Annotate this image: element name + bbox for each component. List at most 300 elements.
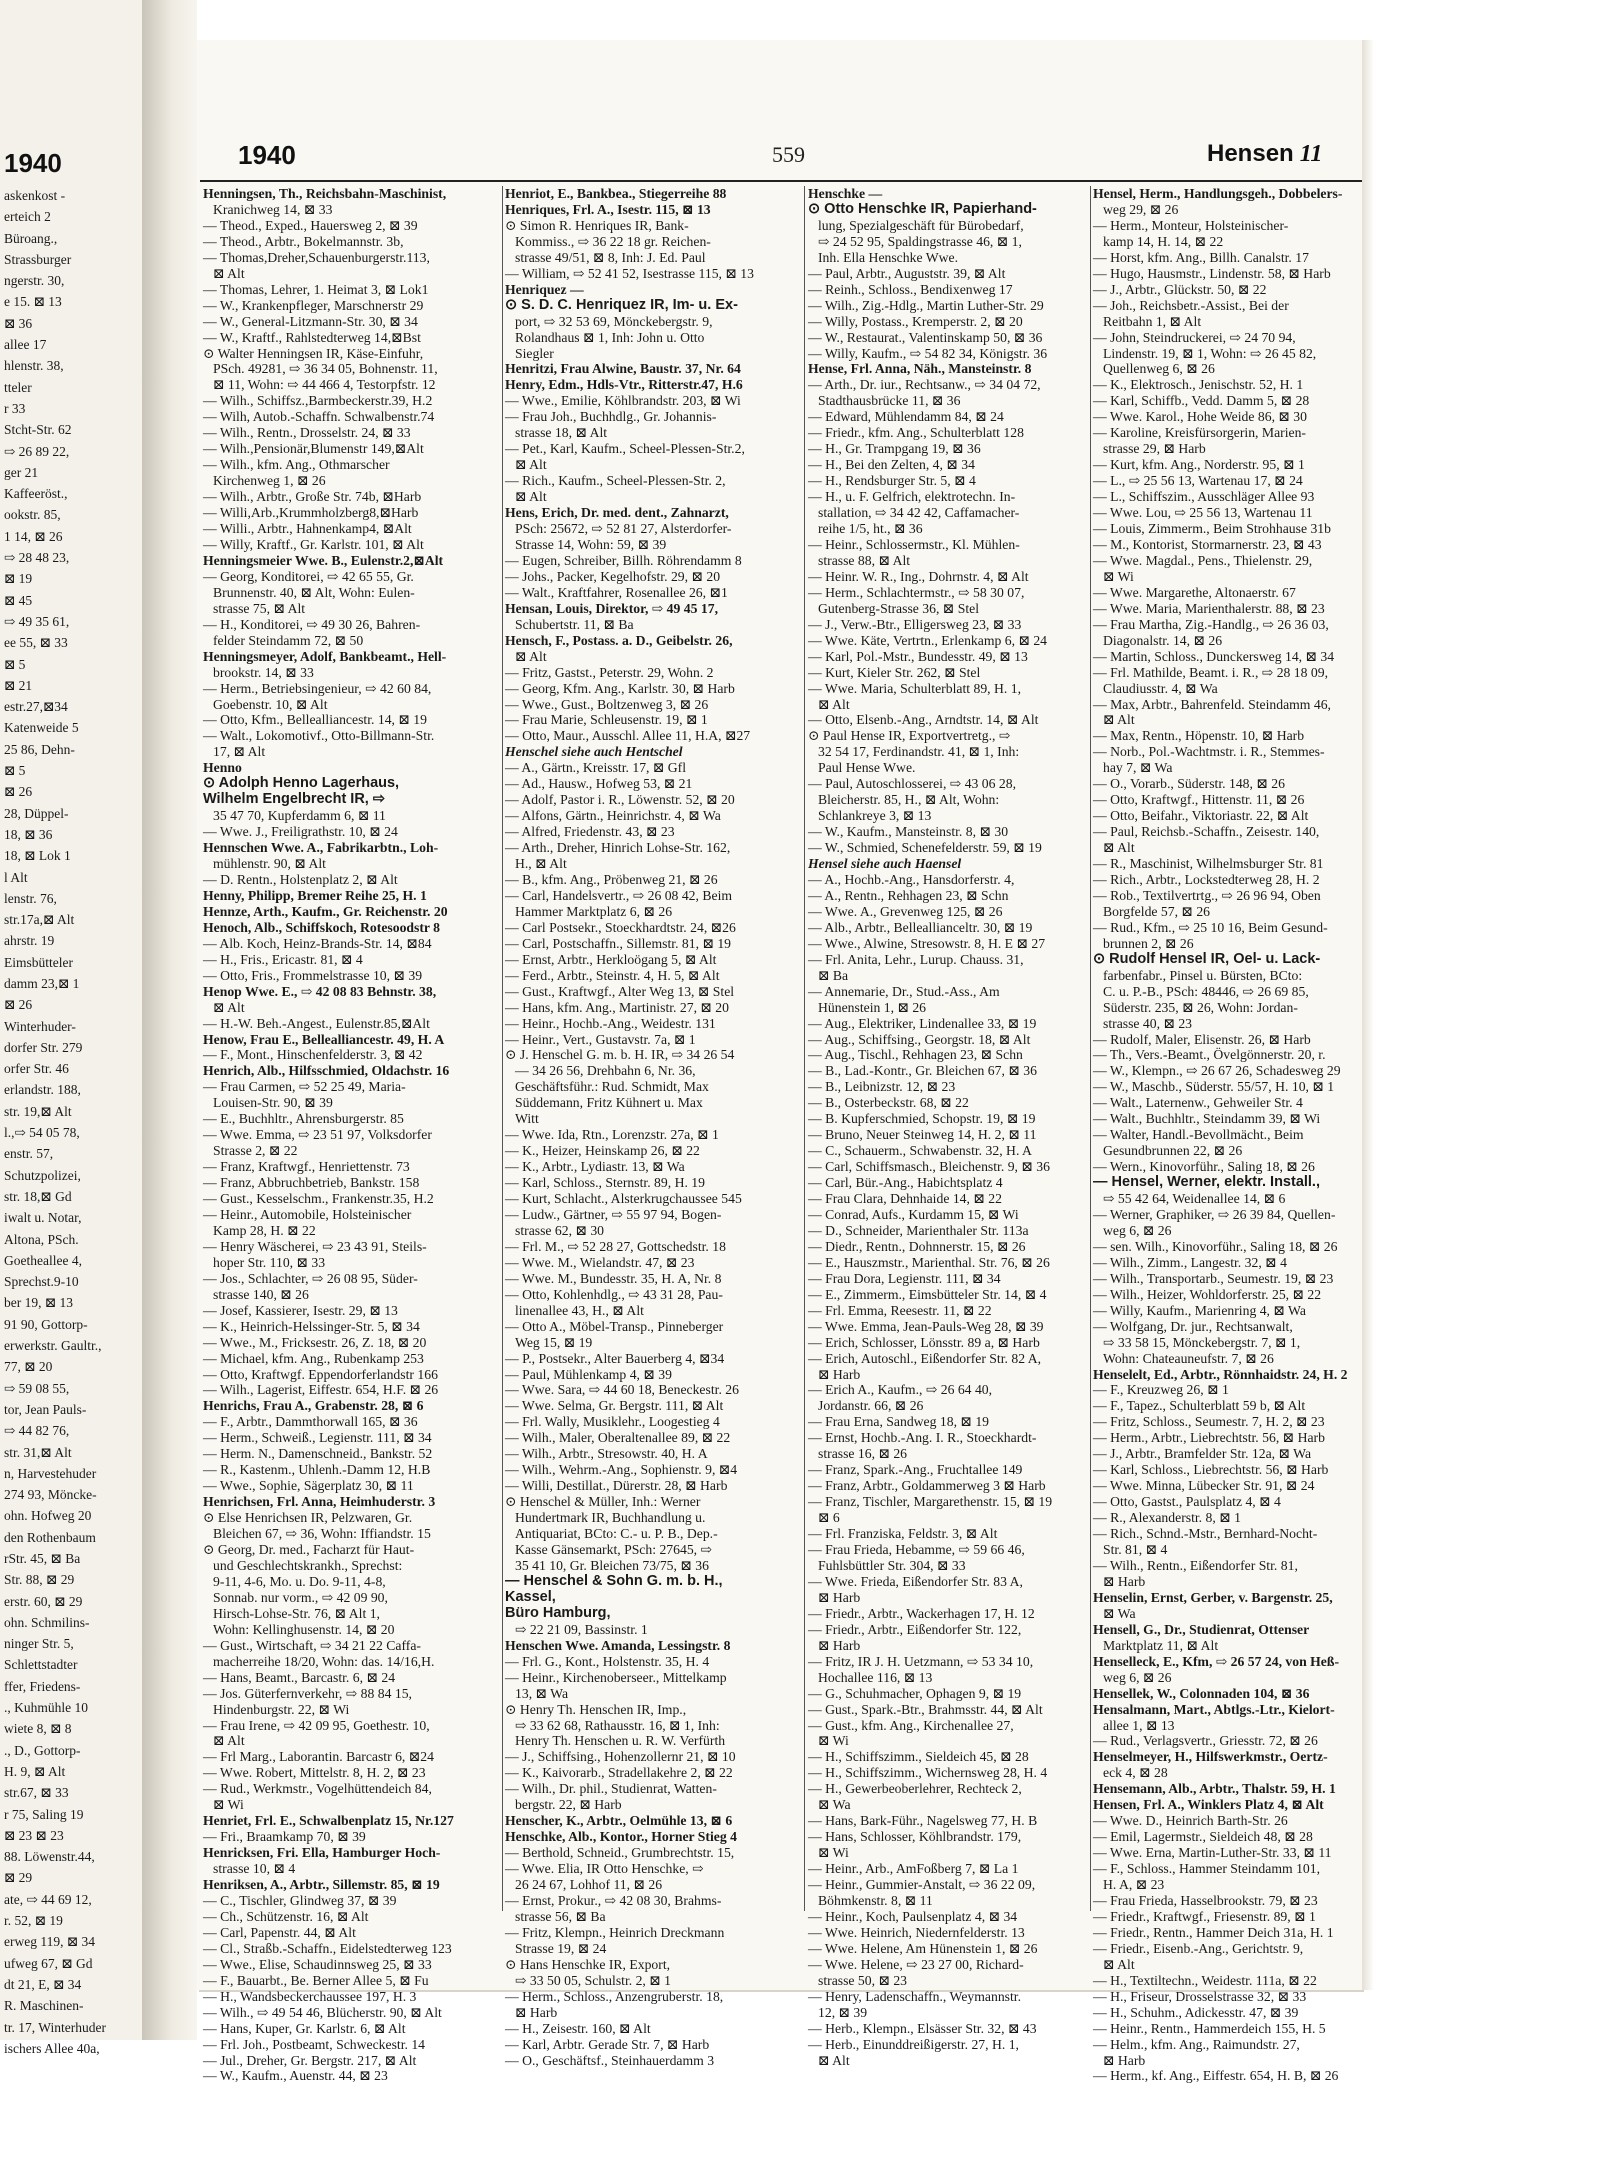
directory-entry: — Henry Wäscherei, ⇨ 23 43 91, Steils-: [203, 1238, 427, 1254]
facing-page-line: rStr. 45, ⊠ Ba: [4, 1551, 81, 1566]
directory-column-4: [1093, 186, 1360, 2084]
directory-entry: ⊠ Harb: [818, 1366, 861, 1382]
directory-entry: — Fritz, Gastst., Peterstr. 29, Wohn. 2: [505, 664, 714, 680]
facing-page-line: ., D., Gottorp-: [4, 1742, 81, 1758]
header-rule: [200, 180, 1362, 182]
directory-entry: ⊠ Wa: [1103, 1605, 1136, 1621]
directory-entry-head: Henry, Edm., Hdls-Vtr., Ritterstr.47, H.6: [505, 377, 743, 393]
directory-entry-head: Henriksen, A., Arbtr., Sillemstr. 85, ⊠ 19: [203, 1877, 440, 1893]
directory-entry: — B., kfm. Ang., Pröbenweg 21, ⊠ 26: [505, 871, 718, 887]
directory-entry: — Willi., Arbtr., Hahnenkamp4, ⊠Alt: [203, 521, 412, 537]
directory-entry: — Rudolf, Maler, Elisenstr. 26, ⊠ Harb: [1093, 1031, 1311, 1047]
directory-entry: — Ludw., Gärtner, ⇨ 55 97 94, Bogen-: [505, 1207, 722, 1222]
directory-entry: ⊠ Wi: [818, 1845, 849, 1861]
directory-entry: — Wwe. Maria, Marienthalerstr. 88, ⊠ 23: [1093, 600, 1325, 616]
directory-entry: — Conrad, Aufs., Kurdamm 15, ⊠ Wi: [808, 1207, 1019, 1222]
directory-entry: — Willi,Arb.,Krummholzberg8,⊠Harb: [203, 505, 419, 521]
directory-entry: — Herm., Schloss., Anzengruberstr. 18,: [505, 1988, 724, 2004]
directory-entry: — Wwe. Minna, Lübecker Str. 91, ⊠ 24: [1093, 1478, 1315, 1494]
directory-entry: Rolandhaus ⊠ 1, Inh: John u. Otto: [515, 329, 705, 345]
directory-entry: — W., Klempn., ⇨ 26 67 26, Schadesweg 29: [1093, 1063, 1341, 1079]
facing-page-line: ischers Allee 40a,: [4, 2040, 100, 2056]
directory-entry: Süderstr. 235, ⊠ 26, Wohn: Jordan-: [1103, 999, 1298, 1015]
directory-entry: 32 54 17, Ferdinandstr. 41, ⊠ 1, Inh:: [818, 744, 1020, 760]
facing-page-line: dorfer Str. 279: [4, 1039, 83, 1055]
directory-entry: Goebenstr. 10, ⊠ Alt: [213, 696, 328, 712]
directory-entry: — William, ⇨ 52 41 52, Isestrasse 115, ⊠ 13: [505, 265, 754, 281]
directory-entry: Henry Th. Henschen u. R. W. Verfürth: [515, 1733, 726, 1749]
directory-entry: — Fritz, Schloss., Seumestr. 7, H. 2, ⊠ 23: [1093, 1414, 1325, 1430]
directory-entry: Jordanstr. 66, ⊠ 26: [818, 1398, 924, 1414]
directory-entry: — Ernst, Hochb.-Ang. I. R., Stoeckhardt-: [808, 1430, 1037, 1446]
directory-entry: — Frau Frieda, Hasselbrookstr. 79, ⊠ 23: [1093, 1892, 1318, 1908]
directory-entry: strasse 88, ⊠ Alt: [818, 552, 911, 568]
directory-entry: — Gust., Spark.-Btr., Brahmsstr. 44, ⊠ Alt: [808, 1701, 1043, 1717]
directory-entry: — Arth., Dreher, Hinrich Lohse-Str. 162,: [505, 840, 731, 856]
directory-entry: ⊠ Wa: [818, 1797, 851, 1813]
directory-entry: mühlenstr. 90, ⊠ Alt: [213, 856, 326, 872]
directory-entry-head: Henscher, K., Arbtr., Oelmühle 13, ⊠ 6: [505, 1813, 733, 1829]
directory-entry: — Wwe. Elia, IR Otto Henschke, ⇨: [505, 1861, 704, 1877]
directory-entry: Strasse 19, ⊠ 24: [515, 1940, 607, 1956]
directory-entry: — B., Osterbeckstr. 68, ⊠ 22: [808, 1095, 969, 1111]
directory-entry: — H.-W. Beh.-Angest., Eulenstr.85,⊠Alt: [203, 1015, 430, 1031]
directory-entry: Gesundbrunnen 22, ⊠ 26: [1103, 1143, 1243, 1159]
facing-page-line: ⊠ 26: [4, 784, 33, 800]
directory-entry: — Alfred, Friedenstr. 43, ⊠ 23: [505, 824, 675, 840]
directory-entry: Hochallee 116, ⊠ 13: [818, 1669, 933, 1685]
directory-entry: — Reinh., Schloss., Bendixenweg 17: [808, 281, 1013, 297]
directory-entry: — R., Maschinist, Wilhelmsburger Str. 81: [1093, 856, 1324, 872]
directory-entry: — Friedr., Kraftwgf., Friesenstr. 89, ⊠ 1: [1093, 1908, 1316, 1924]
facing-page-line: ⊠ 19: [4, 571, 33, 587]
directory-entry: macherreihe 18/20, Wohn: das. 14/16,H.: [213, 1653, 435, 1669]
directory-entry: — Hans, Kuper, Gr. Karlstr. 6, ⊠ Alt: [203, 2020, 406, 2036]
directory-entry: — W., Maschb., Süderstr. 55/57, H. 10, ⊠ 1: [1093, 1079, 1335, 1095]
directory-entry: — Friedr., kfm. Ang., Schulterblatt 128: [808, 425, 1024, 441]
directory-entry: — Herm., Schlachtermstr., ⇨ 58 30 07,: [808, 584, 1025, 600]
directory-entry: — W., Kraftf., Rahlstedterweg 14,⊠Bst: [203, 329, 421, 345]
facing-page-line: 77, ⊠ 20: [4, 1359, 53, 1375]
directory-entry: ⊠ Alt: [1103, 840, 1135, 856]
facing-page-line: str. 19,⊠ Alt: [4, 1103, 72, 1119]
column-divider: [804, 186, 805, 1911]
directory-entry: — Herm. N., Damenschneid., Bankstr. 52: [203, 1446, 433, 1462]
directory-entry: — Otto, Elsenb.-Ang., Arndtstr. 14, ⊠ Alt: [808, 712, 1039, 728]
directory-entry: Fuhlsbüttler Str. 304, ⊠ 33: [818, 1557, 966, 1573]
directory-entry: — Wwe. Helene, Am Hünenstein 1, ⊠ 26: [808, 1940, 1038, 1956]
directory-entry: ⊙ Georg, Dr. med., Facharzt für Haut-: [203, 1542, 415, 1558]
facing-page-line: ⊠ 21: [4, 677, 33, 693]
directory-entry: — Wwe., Alwine, Stresowstr. 8, H. E ⊠ 27: [808, 935, 1046, 951]
facing-page-line: askenkost -: [4, 188, 66, 203]
directory-entry: — Paul, Arbtr., Auguststr. 39, ⊠ Alt: [808, 265, 1006, 281]
directory-entry: — Heinr., Schlossermstr., Kl. Mühlen-: [808, 536, 1020, 552]
directory-entry: — Otto, Fris., Frommelstrasse 10, ⊠ 39: [203, 967, 423, 983]
directory-entry: — Frau Irene, ⇨ 42 09 95, Goethestr. 10,: [203, 1717, 430, 1733]
directory-entry: ⇨ 33 62 68, Rathausstr. 16, ⊠ 1, Inh:: [515, 1717, 720, 1733]
directory-entry: — C., Tischler, Glindweg 37, ⊠ 39: [203, 1892, 397, 1908]
directory-entry: Str. 81, ⊠ 4: [1103, 1542, 1168, 1558]
facing-page-line: ohn. Hofweg 20: [4, 1508, 92, 1524]
directory-entry: Hindenburgstr. 22, ⊠ Wi: [213, 1701, 350, 1717]
directory-entry: — Henschel & Sohn G. m. b. H.,: [505, 1572, 723, 1589]
directory-entry: ⊠ Alt: [515, 489, 547, 505]
facing-page-line: erwerkstr. Gaultr.,: [4, 1338, 102, 1354]
directory-entry: — Ferd., Arbtr., Steinstr. 4, H. 5, ⊠ Alt: [505, 967, 720, 983]
directory-entry: Süddemann, Fritz Kühnert u. Max: [515, 1095, 703, 1111]
directory-entry: — Franz, Abbruchbetrieb, Bankstr. 158: [203, 1175, 420, 1191]
directory-entry: stallation, ⇨ 34 42 42, Caffamacher-: [818, 505, 1020, 521]
directory-entry: — Gust., Kraftwgf., Alter Weg 13, ⊠ Stel: [505, 983, 735, 999]
directory-entry: — Walter, Handl.-Bevollmächt., Beim: [1093, 1127, 1304, 1143]
directory-entry: strasse 75, ⊠ Alt: [213, 600, 306, 616]
directory-entry: C. u. P.-B., PSch: 48446, ⇨ 26 69 85,: [1103, 983, 1309, 999]
directory-entry: — Erich, Autoschl., Eißendorfer Str. 82 A,: [808, 1350, 1042, 1366]
facing-page-line: l Alt: [4, 869, 28, 885]
directory-entry: — Paul, Mühlenkamp 4, ⊠ 39: [505, 1366, 672, 1382]
directory-entry: — H., Schiffszimm., Sieldeich 45, ⊠ 28: [808, 1749, 1029, 1765]
directory-entry: — Frl. Anita, Lehr., Lurup. Chauss. 31,: [808, 951, 1024, 967]
directory-entry: — Wwe. Erna, Martin-Luther-Str. 33, ⊠ 11: [1093, 1845, 1332, 1861]
directory-entry-head: Henrichsen, Frl. Anna, Heimhuderstr. 3: [203, 1494, 436, 1510]
directory-entry: — Wwe. Selma, Gr. Bergstr. 111, ⊠ Alt: [505, 1398, 724, 1414]
directory-entry: — Wwe., Sophie, Sägerplatz 30, ⊠ 11: [203, 1478, 414, 1494]
facing-page-line: iwalt u. Notar,: [4, 1210, 82, 1226]
directory-entry: ⇨ 33 50 05, Schulstr. 2, ⊠ 1: [515, 1972, 672, 1988]
directory-entry: ⊠ Harb: [515, 2004, 558, 2020]
facing-page-line: Büroang.,: [4, 230, 58, 246]
directory-entry: — O., Geschäftsf., Steinhauerdamm 3: [505, 2052, 715, 2068]
directory-column-2: [505, 186, 792, 2068]
directory-entry: Paul Hense Wwe.: [818, 760, 916, 776]
directory-entry: ⊠ Alt: [515, 457, 547, 473]
facing-page-line: ⇨ 59 08 55,: [4, 1380, 70, 1396]
facing-page-line: ⇨ 49 35 61,: [4, 613, 70, 629]
directory-entry: strasse 29, ⊠ Harb: [1103, 441, 1206, 457]
directory-entry: — Werner, Graphiker, ⇨ 26 39 84, Quellen-: [1093, 1207, 1336, 1222]
facing-page-line: Sprechst.9-10: [4, 1274, 79, 1290]
directory-entry: bergstr. 22, ⊠ Harb: [515, 1797, 622, 1813]
directory-entry: Geschäftsführ.: Rud. Schmidt, Max: [515, 1079, 709, 1095]
directory-entry: — Carl, Bür.-Ang., Habichtsplatz 4: [808, 1175, 1003, 1191]
directory-entry: — A., Gärtn., Kreisstr. 17, ⊠ Gfl: [505, 760, 687, 776]
facing-page-line: Winterhuder-: [4, 1018, 76, 1034]
directory-entry: — Rud., Verlagsvertr., Griesstr. 72, ⊠ 26: [1093, 1733, 1318, 1749]
directory-entry: ⊙ S. D. C. Henriquez IR, Im- u. Ex-: [505, 296, 738, 313]
directory-entry: — Hensel, Werner, elektr. Install.,: [1093, 1174, 1320, 1191]
directory-entry: — Carl, Schiffsmasch., Bleichenstr. 9, ⊠ 36: [808, 1159, 1050, 1175]
directory-entry: — Wwe. D., Heinrich Barth-Str. 26: [1093, 1813, 1288, 1829]
directory-entry: ⊙ Otto Henschke IR, Papierhand-: [808, 200, 1037, 217]
directory-entry: — Franz, Spark.-Ang., Fruchtallee 149: [808, 1462, 1023, 1478]
directory-entry: — Wilh., Arbtr., Große Str. 74b, ⊠Harb: [203, 489, 422, 505]
directory-entry: — Frau Frieda, Hebamme, ⇨ 59 66 46,: [808, 1542, 1025, 1558]
directory-entry: — Cl., Straßb.-Schaffn., Eidelstedterweg 123: [203, 1940, 452, 1956]
directory-entry: — Heinr., Automobile, Holsteinischer: [203, 1207, 412, 1222]
directory-entry: — Franz, Arbtr., Goldammerweg 3 ⊠ Harb: [808, 1478, 1046, 1494]
directory-entry: ⊠ Wi: [818, 1733, 849, 1749]
directory-entry: strasse 140, ⊠ 26: [213, 1286, 309, 1302]
directory-entry-head: Henningsen, Th., Reichsbahn-Maschinist,: [203, 186, 447, 201]
facing-page-line: ⇨ 28 48 23,: [4, 550, 70, 566]
directory-entry: eck 4, ⊠ 28: [1103, 1765, 1168, 1781]
facing-page-line: n, Harvestehuder: [4, 1465, 97, 1481]
directory-entry: — Wwe. Emma, Jean-Pauls-Weg 28, ⊠ 39: [808, 1318, 1044, 1334]
directory-entry: — Carl, Handelsvertr., ⇨ 26 08 42, Beim: [505, 887, 733, 903]
directory-entry: — Wilh., Zimm., Langestr. 32, ⊠ 4: [1093, 1254, 1287, 1270]
directory-entry: — Theod., Arbtr., Bokelmannstr. 3b,: [203, 233, 404, 249]
directory-entry: — Herm., Schweiß., Legienstr. 111, ⊠ 34: [203, 1430, 432, 1446]
directory-entry: — Franz, Kraftwgf., Henriettenstr. 73: [203, 1159, 410, 1175]
facing-page-line: Stcht-Str. 62: [4, 422, 72, 438]
directory-entry: Kasse Gänsemarkt, PSch: 27645, ⇨: [515, 1542, 712, 1558]
facing-page-line: 18, ⊠ 36: [4, 826, 53, 842]
directory-entry: — Kurt, Kieler Str. 262, ⊠ Stel: [808, 664, 981, 680]
facing-page-line: Schlettstadter: [4, 1657, 78, 1673]
directory-entry: ⇨ 33 58 15, Mönckebergstr. 7, ⊠ 1,: [1103, 1334, 1301, 1350]
facing-page-line: tteler: [4, 379, 32, 395]
directory-entry: ⊠ Alt: [818, 696, 850, 712]
directory-entry: — Max, Rentn., Höpenstr. 10, ⊠ Harb: [1093, 728, 1305, 744]
directory-entry: — J., Arbtr., Glückstr. 50, ⊠ 22: [1093, 281, 1267, 297]
facing-page-line: r. 52, ⊠ 19: [4, 1913, 63, 1929]
directory-entry: — Rich., Arbtr., Lockstedterweg 28, H. 2: [1093, 871, 1320, 887]
book-gutter: [142, 0, 197, 2040]
directory-entry: Kassel,: [505, 1588, 556, 1605]
facing-page-line: ⊠ 29: [4, 1870, 33, 1886]
directory-entry: Kommiss., ⇨ 36 22 18 gr. Reichen-: [515, 233, 711, 249]
directory-entry: Hünenstein 1, ⊠ 26: [818, 999, 927, 1015]
facing-page-line: ee 55, ⊠ 33: [4, 635, 68, 651]
directory-entry: — Ernst, Arbtr., Herkloögang 5, ⊠ Alt: [505, 951, 717, 967]
directory-entry: port, ⇨ 32 53 69, Mönckebergstr. 9,: [515, 313, 713, 329]
directory-entry: — Frau Marie, Schleusenstr. 19, ⊠ 1: [505, 712, 708, 728]
directory-entry: — Adolf, Pastor i. R., Löwenstr. 52, ⊠ 20: [505, 792, 735, 808]
directory-entry-head: Henoch, Alb., Schiffskoch, Rotesoodstr 8: [203, 919, 441, 935]
directory-entry: — Frl. Wally, Musiklehr., Loogestieg 4: [505, 1414, 720, 1430]
directory-entry: — Wilh., Rentn., Drosselstr. 24, ⊠ 33: [203, 425, 411, 441]
directory-entry: — E., Zimmerm., Eimsbütteler Str. 14, ⊠ 4: [808, 1286, 1047, 1302]
facing-page-line: ⊠ 23 ⊠ 23: [4, 1827, 64, 1843]
directory-entry: strasse 10, ⊠ 4: [213, 1861, 296, 1877]
directory-entry: — H., Konditorei, ⇨ 49 30 26, Bahren-: [203, 616, 421, 632]
directory-entry: ⊠ Harb: [818, 1589, 861, 1605]
facing-page-line: ger 21: [4, 464, 39, 480]
directory-entry: — Gust., kfm. Ang., Kirchenallee 27,: [808, 1717, 1014, 1733]
directory-entry-head: Henriot, E., Bankbea., Stiegerreihe 88: [505, 186, 727, 201]
directory-entry: — J., Verw.-Btr., Elligersweg 23, ⊠ 33: [808, 616, 1022, 632]
directory-entry: Borgfelde 57, ⊠ 26: [1103, 903, 1211, 919]
directory-entry: — H., Gewerbeoberlehrer, Rechteck 2,: [808, 1781, 1022, 1797]
directory-entry-head: Henow, Frau E., Bellealliancestr. 49, H. A: [203, 1031, 445, 1047]
facing-page-line: 28, Düppel-: [4, 805, 69, 821]
directory-entry: — F., Tapez., Schulterblatt 59 b, ⊠ Alt: [1093, 1398, 1306, 1414]
directory-entry: — F., Kreuzweg 26, ⊠ 1: [1093, 1382, 1229, 1398]
directory-entry: — Hans, Beamt., Barcastr. 6, ⊠ 24: [203, 1669, 396, 1685]
directory-entry: — Wwe. M., Wielandstr. 47, ⊠ 23: [505, 1254, 695, 1270]
directory-entry: ⊙ Adolph Henno Lagerhaus,: [203, 775, 400, 792]
facing-page-line: str. 31,⊠ Alt: [4, 1444, 72, 1460]
directory-entry: — Gust., Kesselschm., Frankenstr.35, H.2: [203, 1191, 434, 1207]
facing-page-line: Altona, PSch.: [4, 1231, 79, 1247]
directory-entry: — Herm., Monteur, Holsteinischer-: [1093, 217, 1289, 233]
facing-page-line: ate, ⇨ 44 69 12,: [4, 1891, 92, 1907]
facing-page-line: den Rothenbaum: [4, 1529, 96, 1545]
directory-entry: — Otto, Kraftwgf., Hittenstr. 11, ⊠ 26: [1093, 792, 1305, 808]
directory-entry: — K., Arbtr., Lydiastr. 13, ⊠ Wa: [505, 1159, 685, 1175]
directory-entry-head: Henriques, Frl. A., Isestr. 115, ⊠ 13: [505, 201, 711, 217]
directory-entry-head: Henrichs, Frau A., Grabenstr. 28, ⊠ 6: [203, 1398, 424, 1414]
directory-entry: — H., Schiffszimm., Wichernsweg 28, H. 4: [808, 1765, 1048, 1781]
directory-entry: hoper Str. 110, ⊠ 33: [213, 1254, 326, 1270]
directory-entry: strasse 49/51, ⊠ 8, Inh: J. Ed. Paul: [515, 249, 706, 265]
facing-page-line: ahrstr. 19: [4, 933, 55, 949]
facing-page-line: Str. 88, ⊠ 29: [4, 1572, 75, 1588]
directory-entry: — K., Elektrosch., Jenischstr. 52, H. 1: [1093, 377, 1304, 393]
facing-page-line: 18, ⊠ Lok 1: [4, 848, 71, 864]
directory-entry: — Friedr., Arbtr., Eißendorfer Str. 122,: [808, 1621, 1022, 1637]
directory-entry-head: Henselmeyer, H., Hilfswerkmstr., Oertz-: [1093, 1749, 1328, 1765]
directory-entry: Bleichen 67, ⇨ 36, Wohn: Iffiandstr. 15: [213, 1526, 431, 1542]
directory-entry: — Frau Martha, Zig.-Handlg., ⇨ 26 36 03,: [1093, 616, 1329, 632]
directory-entry: — Th., Vers.-Beamt., Övelgönnerstr. 20, r.: [1093, 1047, 1326, 1063]
directory-entry-head: Hensellek, W., Colonnaden 104, ⊠ 36: [1093, 1685, 1310, 1701]
directory-entry-head: Hensell, G., Dr., Studienrat, Ottenser: [1093, 1621, 1310, 1637]
directory-entry: Siegler: [515, 345, 554, 361]
facing-page-line: 1 14, ⊠ 26: [4, 528, 63, 544]
directory-entry: — Jos. Güterfernverkehr, ⇨ 88 84 15,: [203, 1685, 412, 1701]
directory-entry: allee 1, ⊠ 13: [1103, 1717, 1175, 1733]
directory-entry-head: Henselin, Ernst, Gerber, v. Bargenstr. 25,: [1093, 1589, 1333, 1605]
directory-entry: — W., Krankenpfleger, Marschnerstr 29: [203, 297, 424, 313]
directory-entry: ⊙ Paul Hense IR, Exportvertretg., ⇨: [808, 728, 1011, 744]
directory-entry: — Wwe. Helene, ⇨ 23 27 00, Richard-: [808, 1956, 1024, 1972]
directory-entry: — F., Schloss., Hammer Steindamm 101,: [1093, 1861, 1321, 1877]
directory-entry: strasse 62, ⊠ 30: [515, 1222, 605, 1238]
directory-entry: — H., Rendsburger Str. 5, ⊠ 4: [808, 473, 976, 489]
directory-entry: — Wilh, Autob.-Schaffn. Schwalbenstr.74: [203, 409, 435, 425]
directory-entry: — Diedr., Rentn., Dohnnerstr. 15, ⊠ 26: [808, 1238, 1026, 1254]
directory-entry: kamp 14, H. 14, ⊠ 22: [1103, 233, 1224, 249]
directory-entry: ⊠ 11, Wohn: ⇨ 44 466 4, Testorpfstr. 12: [213, 377, 436, 393]
facing-page-line: ⇨ 44 82 76,: [4, 1423, 70, 1439]
facing-page-line: damm 23,⊠ 1: [4, 975, 80, 991]
directory-entry: felder Steindamm 72, ⊠ 50: [213, 632, 364, 648]
directory-entry: — Michael, kfm. Ang., Rubenkamp 253: [203, 1350, 424, 1366]
directory-entry: ⊠ Alt: [1103, 1956, 1135, 1972]
directory-entry: strasse 40, ⊠ 23: [1103, 1015, 1193, 1031]
directory-entry: — Wwe. Maria, Schulterblatt 89, H. 1,: [808, 680, 1021, 696]
directory-entry: — Wwe. Sara, ⇨ 44 60 18, Beneckestr. 26: [505, 1382, 739, 1398]
directory-entry: — O., Vorarb., Süderstr. 148, ⊠ 26: [1093, 776, 1285, 792]
directory-entry: Hammer Marktplatz 6, ⊠ 26: [515, 903, 673, 919]
directory-entry: — John, Steindruckerei, ⇨ 24 70 94,: [1093, 329, 1296, 345]
directory-entry: ⊠ Alt: [1103, 712, 1135, 728]
directory-entry: — Emil, Lagermstr., Sieldeich 48, ⊠ 28: [1093, 1829, 1313, 1845]
directory-entry: — Hugo, Hausmstr., Lindenstr. 58, ⊠ Harb: [1093, 265, 1331, 281]
directory-entry: ⇨ 24 52 95, Spaldingstrasse 46, ⊠ 1,: [818, 233, 1022, 249]
directory-entry: strasse 18, ⊠ Alt: [515, 425, 608, 441]
directory-entry: Weg 15, ⊠ 19: [515, 1334, 593, 1350]
directory-entry: 9-11, 4-6, Mo. u. Do. 9-11, 4-8,: [213, 1573, 386, 1589]
directory-entry: — L., Schiffszim., Ausschläger Allee 93: [1093, 489, 1315, 505]
directory-entry: — Helm., kfm. Ang., Raimundstr. 27,: [1093, 2036, 1300, 2052]
facing-page-line: ⊠ 36: [4, 315, 33, 331]
directory-entry: — B. Kupferschmied, Schopstr. 19, ⊠ 19: [808, 1111, 1036, 1127]
directory-entry: — Horst, kfm. Ang., Billh. Canalstr. 17: [1093, 249, 1309, 265]
directory-entry: — Karl, Schloss., Sternstr. 89, H. 19: [505, 1175, 705, 1191]
directory-entry: — Wwe. Ida, Rtn., Lorenzstr. 27a, ⊠ 1: [505, 1127, 719, 1143]
directory-entry: — Frau Carmen, ⇨ 52 25 49, Maria-: [203, 1079, 406, 1095]
facing-page-line: allee 17: [4, 337, 47, 353]
directory-entry: — Annemarie, Dr., Stud.-Ass., Am: [808, 983, 1000, 999]
facing-page-line: ffer, Friedens-: [4, 1678, 81, 1694]
directory-entry: — W., Restaurat., Valentinskamp 50, ⊠ 36: [808, 329, 1043, 345]
directory-entry: — Heinr., Rentn., Hammerdeich 155, H. 5: [1093, 2020, 1326, 2036]
directory-entry: — Georg, Konditorei, ⇨ 42 65 55, Gr.: [203, 568, 414, 584]
directory-entry: — Frl. Mathilde, Beamt. i. R., ⇨ 28 18 09,: [1093, 664, 1329, 680]
directory-entry: Hensel siehe auch Haensel: [808, 856, 962, 872]
directory-entry: — Aug., Elektriker, Lindenallee 33, ⊠ 19: [808, 1015, 1037, 1031]
facing-page-line: ufweg 67, ⊠ Gd: [4, 1955, 93, 1971]
directory-entry: — Erich A., Kaufm., ⇨ 26 64 40,: [808, 1382, 993, 1398]
directory-entry: — B., Lad.-Kontr., Gr. Bleichen 67, ⊠ 36: [808, 1063, 1037, 1079]
directory-entry: — H., u. F. Gelfrich, elektrotechn. In-: [808, 489, 1016, 505]
directory-entry: — Jos., Schlachter, ⇨ 26 08 95, Süder-: [203, 1270, 418, 1286]
directory-entry-head: Henschke, Alb., Kontor., Horner Stieg 4: [505, 1829, 737, 1845]
directory-entry: — Franz, Tischler, Margarethenstr. 15, ⊠ 19: [808, 1494, 1053, 1510]
directory-entry: — F., Mont., Hinschenfelderstr. 3, ⊠ 42: [203, 1047, 423, 1063]
directory-entry: — Karl, Schiffb., Vedd. Damm 5, ⊠ 28: [1093, 393, 1310, 409]
directory-entry: — Karoline, Kreisfürsorgerin, Marien-: [1093, 425, 1306, 441]
directory-entry: Marktplatz 11, ⊠ Alt: [1103, 1637, 1219, 1653]
directory-entry: — Wilh., kfm. Ang., Othmarscher: [203, 457, 390, 473]
directory-entry: ⇨ 22 21 09, Bassinstr. 1: [515, 1621, 648, 1637]
directory-entry-head: Hennschen Wwe. A., Fabrikarbtn., Loh-: [203, 840, 439, 856]
facing-page-line: str.17a,⊠ Alt: [4, 912, 75, 928]
directory-entry: — H., Schuhm., Adickesstr. 47, ⊠ 39: [1093, 2004, 1299, 2020]
running-head-suffix: 11: [1299, 141, 1323, 167]
directory-entry: — Wilh., Dr. phil., Studienrat, Watten-: [505, 1781, 717, 1797]
directory-entry: Hirsch-Lohse-Str. 76, ⊠ Alt 1,: [213, 1605, 380, 1621]
directory-entry: — D., Schneider, Marienthaler Str. 113a: [808, 1222, 1029, 1238]
facing-page-line: r 75, Saling 19: [4, 1806, 84, 1822]
directory-entry: — Fri., Braamkamp 70, ⊠ 39: [203, 1829, 366, 1845]
facing-page-line: tr. 17, Winterhuder: [4, 2019, 106, 2035]
directory-entry: — Wilh., Schiffsz.,Barmbeckerstr.39, H.2: [203, 393, 433, 409]
directory-entry: 35 41 10, Gr. Bleichen 73/75, ⊠ 36: [515, 1557, 709, 1573]
directory-entry-head: Henno: [203, 760, 242, 776]
facing-page-line: Strassburger: [4, 251, 72, 267]
directory-entry: — Rud., Werkmstr., Vogelhüttendeich 84,: [203, 1781, 432, 1797]
directory-entry: ⊙ Henschel & Müller, Inh.: Werner: [505, 1494, 701, 1510]
directory-entry-head: Hens, Erich, Dr. med. dent., Zahnarzt,: [505, 505, 729, 521]
directory-entry: — H., Textiltechn., Weidestr. 111a, ⊠ 22: [1093, 1972, 1317, 1988]
facing-page-line: ngerstr. 30,: [4, 273, 65, 289]
facing-page-line: H. 9, ⊠ Alt: [4, 1763, 66, 1779]
directory-entry: — Carl Postsekr., Stoeckhardtstr. 24, ⊠26: [505, 919, 736, 935]
directory-entry: — H., Wandsbeckerchaussee 197, H. 3: [203, 1988, 417, 2004]
directory-entry: — Frl. Joh., Postbeamt, Schweckestr. 14: [203, 2036, 426, 2052]
directory-entry: — Wwe. Karol., Hohe Weide 86, ⊠ 30: [1093, 409, 1307, 425]
directory-entry: ⊠ Harb: [1103, 1573, 1146, 1589]
directory-entry: — K., Heizer, Heinskamp 26, ⊠ 22: [505, 1143, 700, 1159]
directory-entry: brookstr. 14, ⊠ 33: [213, 664, 314, 680]
directory-entry: — H., Fris., Ericastr. 81, ⊠ 4: [203, 951, 363, 967]
facing-page-line: orfer Str. 46: [4, 1061, 69, 1077]
directory-entry: — Herm., Arbtr., Liebrechtstr. 56, ⊠ Harb: [1093, 1430, 1325, 1446]
